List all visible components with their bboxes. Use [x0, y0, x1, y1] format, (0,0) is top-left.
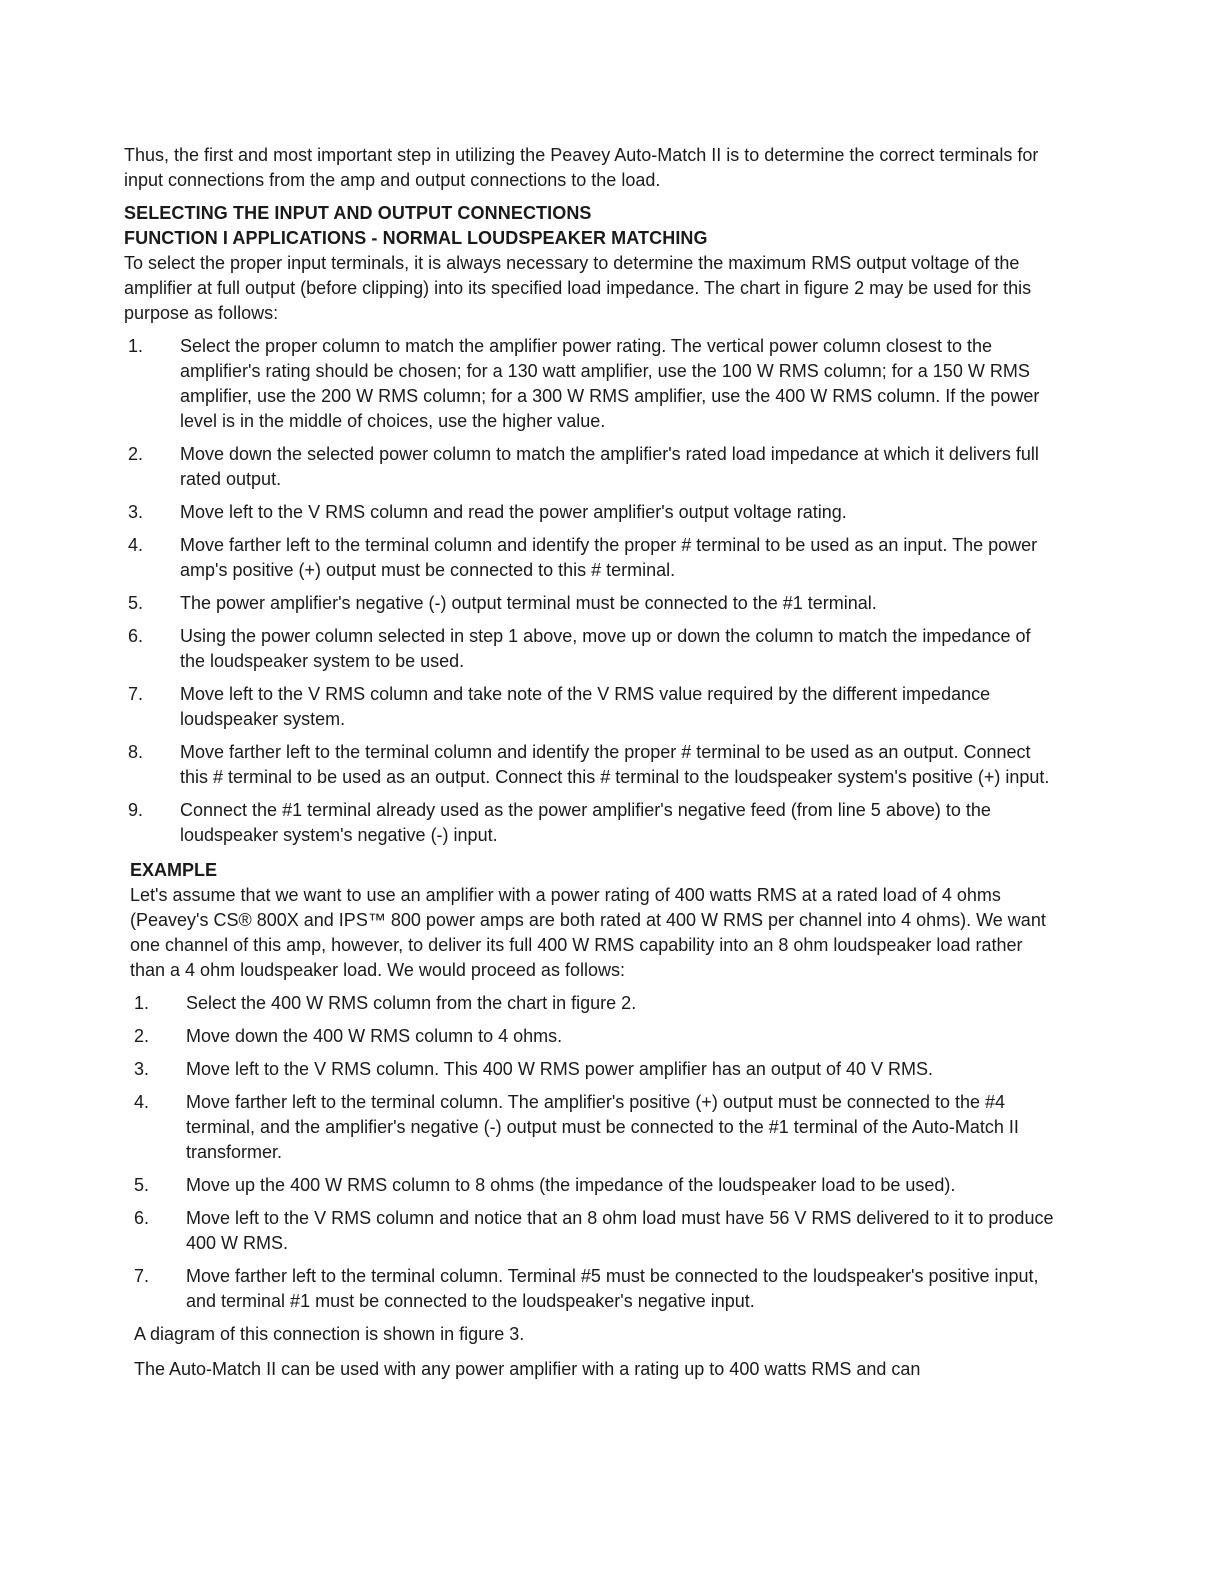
list-item	[124, 798, 1054, 848]
step-text: Move left to the V RMS column and notice that an 8 ohm load must have 56 V RMS delivered to it to produce 400 W RMS.	[186, 1208, 1054, 1253]
step-text: Connect the #1 terminal already used as the power amplifier's negative feed (from line 5 above) to the loudspeaker system's negative (-) input.	[180, 800, 991, 845]
step-number: 6.	[134, 1208, 150, 1228]
list-item	[130, 1024, 1054, 1049]
list-item	[124, 624, 1054, 674]
list-item	[124, 500, 1054, 525]
example-section	[130, 858, 1054, 1314]
step-text: Move left to the V RMS column. This 400 W RMS power amplifier has an output of 40 V RMS.	[186, 1059, 933, 1079]
step-text: Select the 400 W RMS column from the chart in figure 2.	[186, 993, 637, 1013]
list-item	[130, 1173, 1054, 1198]
step-text: Move farther left to the terminal column and identify the proper # terminal to be used as an input. The power amp's positive (+) output must be connected to this # terminal.	[180, 535, 1038, 580]
step-number: 2.	[128, 444, 144, 464]
step-number: 9.	[128, 800, 144, 820]
step-number: 8.	[128, 742, 144, 762]
step-text: Move left to the V RMS column and read the power amplifier's output voltage rating.	[180, 502, 847, 522]
closing-paragraph: The Auto-Match II can be used with any power amplifier with a rating up to 400 watts RMS and can	[134, 1359, 921, 1379]
step-number: 2.	[134, 1026, 150, 1046]
step-text: Using the power column selected in step 1 above, move up or down the column to match the impedance of the loudspeaker system to be used.	[180, 626, 1031, 671]
step-number: 3.	[134, 1059, 150, 1079]
select-paragraph: To select the proper input terminals, it is always necessary to determine the maximum RMS output voltage of the amplifier at full output (before clipping) into its specified load impedance. The chart in figure 2 may be used for this purpose as follows:	[124, 253, 1032, 323]
step-text: Move left to the V RMS column and take note of the V RMS value required by the different impedance loudspeaker system.	[180, 684, 991, 729]
list-item	[130, 1057, 1054, 1082]
step-number: 1.	[128, 336, 144, 356]
step-number: 7.	[128, 684, 144, 704]
step-text: Move farther left to the terminal column. Terminal #5 must be connected to the loudspeaker's positive input, and terminal #1 must be connected to the loudspeaker's negative input.	[186, 1266, 1039, 1311]
procedure-list	[124, 334, 1054, 848]
step-number: 5.	[134, 1175, 150, 1195]
step-number: 5.	[128, 593, 144, 613]
list-item	[130, 1206, 1054, 1256]
step-number: 1.	[134, 993, 150, 1013]
step-text: Move farther left to the terminal column and identify the proper # terminal to be used as an output. Connect this # terminal to be used as an output. Connect this # terminal to the loudspeaker system's positive (+) input.	[180, 742, 1050, 787]
section-headings	[124, 201, 1054, 251]
step-text: The power amplifier's negative (-) output terminal must be connected to the #1 terminal.	[180, 593, 877, 613]
list-item	[124, 591, 1054, 616]
step-number: 3.	[128, 502, 144, 522]
intro-paragraph: Thus, the first and most important step in utilizing the Peavey Auto-Match II is to determine the correct terminals for input connections from the amp and output connections to the load.	[124, 145, 1039, 190]
list-item	[124, 334, 1054, 434]
subsection-heading: FUNCTION I APPLICATIONS - NORMAL LOUDSPEAKER MATCHING	[124, 228, 708, 248]
step-text: Move down the selected power column to match the amplifier's rated load impedance at which it delivers full rated output.	[180, 444, 1039, 489]
list-item	[124, 740, 1054, 790]
step-number: 4.	[134, 1092, 150, 1112]
step-number: 4.	[128, 535, 144, 555]
step-text: Move down the 400 W RMS column to 4 ohms.	[186, 1026, 563, 1046]
example-procedure-list	[130, 991, 1054, 1314]
step-number: 7.	[134, 1266, 150, 1286]
step-text: Select the proper column to match the amplifier power rating. The vertical power column closest to the amplifier's rating should be chosen; for a 130 watt amplifier, use the 100 W RMS column; for a 150 W RMS amplifier, use the 200 W RMS column; for a 300 W RMS amplifier, use the 400 W RMS column. If the power level is in the middle of choices, use the higher value.	[180, 336, 1040, 431]
closing-section	[134, 1322, 1054, 1382]
section-heading: SELECTING THE INPUT AND OUTPUT CONNECTIONS	[124, 203, 592, 223]
list-item	[124, 442, 1054, 492]
list-item	[130, 1090, 1054, 1165]
document-page	[124, 143, 1054, 1392]
list-item	[124, 533, 1054, 583]
diagram-note: A diagram of this connection is shown in figure 3.	[134, 1324, 525, 1344]
step-number: 6.	[128, 626, 144, 646]
list-item	[130, 991, 1054, 1016]
list-item	[124, 682, 1054, 732]
step-text: Move farther left to the terminal column. The amplifier's positive (+) output must be connected to the #4 terminal, and the amplifier's negative (-) output must be connected to the #1 terminal of the Auto-Match II transformer.	[186, 1092, 1019, 1162]
step-text: Move up the 400 W RMS column to 8 ohms (the impedance of the loudspeaker load to be used).	[186, 1175, 956, 1195]
example-heading: EXAMPLE	[130, 860, 218, 880]
example-paragraph: Let's assume that we want to use an amplifier with a power rating of 400 watts RMS at a rated load of 4 ohms (Peavey's CS® 800X and IPS™ 800 power amps are both rated at 400 W RMS per channel into 4 ohms). We want one channel of this amp, however, to deliver its full 400 W RMS capability into an 8 ohm loudspeaker load rather than a 4 ohm loudspeaker load. We would proceed as follows:	[130, 885, 1046, 980]
list-item	[130, 1264, 1054, 1314]
